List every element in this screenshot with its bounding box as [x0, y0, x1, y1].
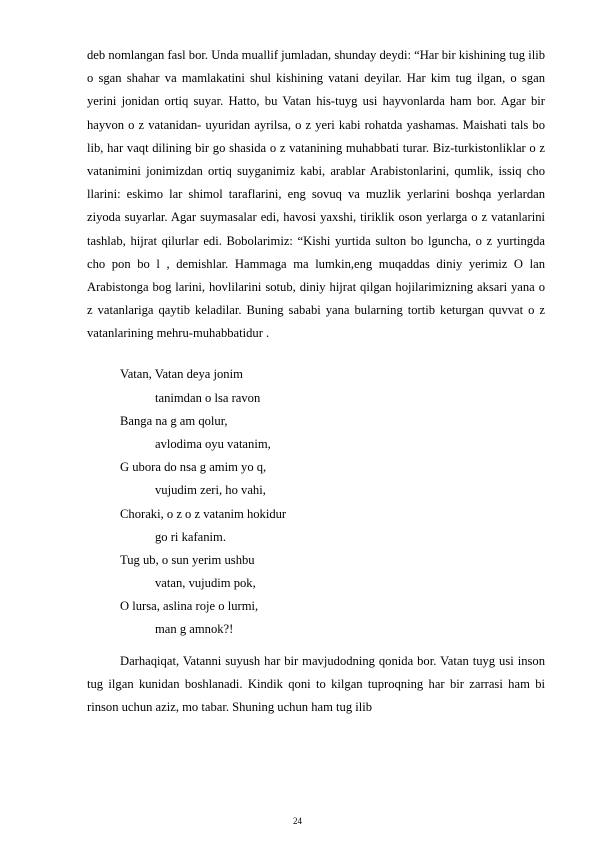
paragraph-2: Darhaqiqat, Vatanni suyush har bir mavjudodning qonida bor. Vatan tuyg usi inson tug ilgan kunidan boshlanadi. Kindik qoni to kilgan tuproqning har bir zarrasi ham bi rinson uchun aziz, mo tabar. Shuning uchun ham tug ilib: [87, 654, 545, 715]
poem-line: go ri kafanim.: [155, 530, 226, 544]
poem-line: Banga na g am qolur,: [120, 414, 228, 428]
poem-line: Choraki, o z o z vatanim hokidur: [120, 507, 287, 521]
poem-line: avlodima oyu vatanim,: [155, 437, 271, 451]
poem-line: vatan, vujudim pok,: [155, 576, 256, 590]
poem-line: G ubora do nsa g amim yo q,: [120, 460, 267, 474]
poem-line: Vatan, Vatan deya jonim: [120, 367, 243, 381]
poem-line: O lursa, aslina roje o lurmi,: [120, 599, 259, 613]
poem-line: Tug ub, o sun yerim ushbu: [120, 553, 255, 567]
paragraph-1: deb nomlangan fasl bor. Unda muallif jumladan, shunday deydi: “Har bir kishining tug ilib o sgan shahar va mamlakatini shul kishining vatani deyilar. Har kim tug ilgan, o sgan yerini jonidan ortiq suyar. Hatto, bu Vatan his-tuyg usi hayvonlarda ham bor. Agar bir hayvon o z vatanidan- uyuridan ayrilsa, o z yeri kabi rohatda yashamas. Maishati tals bo lib, har vaqt dilining bir go shasida o z vatanining muhabbati turar. Biz-turkistonliklar o z vatanimini jonimizdan ortiq suyganimiz kabi, arablar Arabistonlarini, qumlik, issiq cho llarini: eskimo lar shimol taraflarini, eng sovuq va muzlik yerlarini boshqa yerlardan ziyoda suyarlar. Agar suymasalar edi, havosi yaxshi, tiriklik oson yerlarga o z vatanlarini tashlab, hijrat qilurlar edi. Bobolarimiz: “Kishi yurtida sulton bo lguncha, o z yurtingda cho pon bo l , demishlar. Hammaga ma lumkin,eng muqaddas diniy yerimiz O lan Arabistonga bog larini, hovlilarini sotub, diniy hijrat qilgan hojilarimizning aksari yana o z vatanlariga qaytib keladilar. Buning sababi yana bularning tortib keturgan quvvat o z vatanlarining mehru-muhabbatidur .: [87, 48, 545, 341]
page-number: 24: [293, 816, 302, 826]
poem-line: man g amnok?!: [155, 622, 234, 636]
poem-line: tanimdan o lsa ravon: [155, 391, 261, 405]
poem-line: vujudim zeri, ho vahi,: [155, 483, 266, 497]
